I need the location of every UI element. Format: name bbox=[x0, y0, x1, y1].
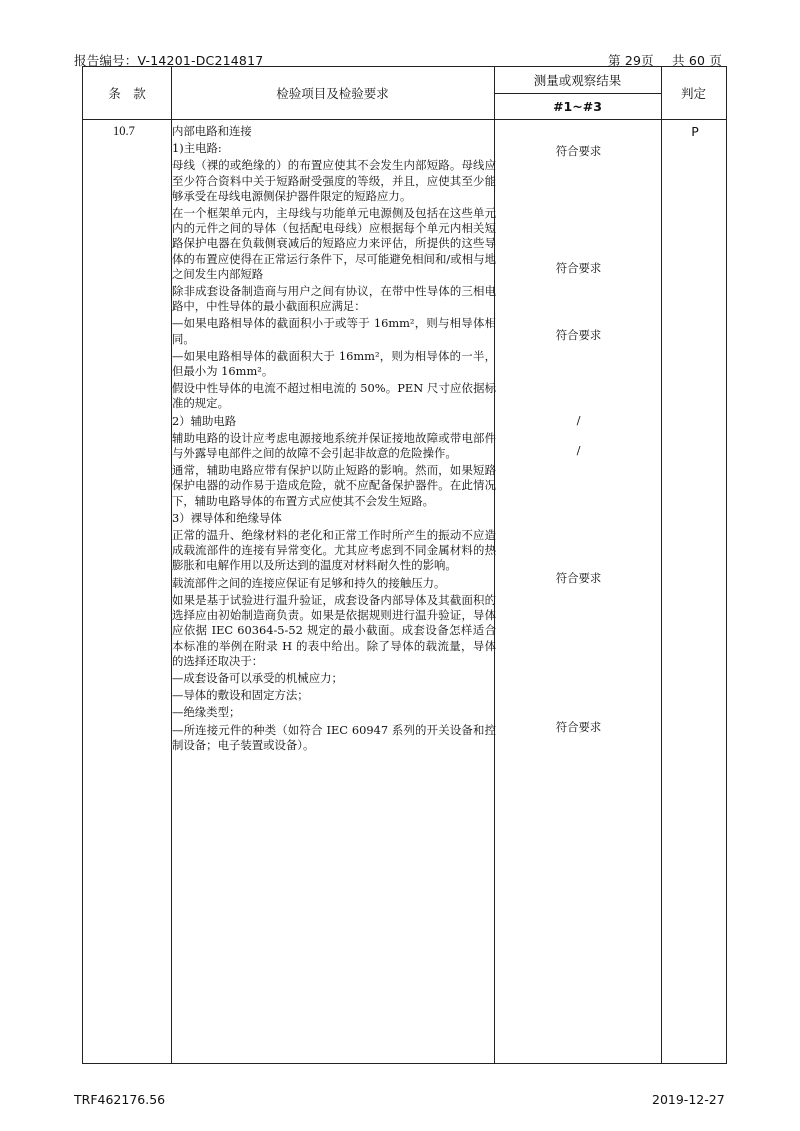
paragraph: —导体的敷设和固定方法； bbox=[172, 688, 309, 703]
paragraph: 正常的温升、绝缘材料的老化和正常工作时所产生的振动不应造成载流部件的连接有异常变化。尤其应考虑到不同金属材料的热膨胀和电解作用以及所达到的温度对材料耐久性的影响。 bbox=[172, 528, 496, 573]
paragraph: 在一个框架单元内，主母线与功能单元电源侧及包括在这些单元内的元件之间的导体（包括配电母线）应根据每个单元内相关短路保护电器在负载侧衰减后的短路应力来评估，所提供的这些导体的布置应使得在正常运行条件下，尽可能避免相间和/或相与地之间发生内部短路 bbox=[172, 206, 496, 281]
divider bbox=[83, 119, 726, 120]
paragraph: 如果是基于试验进行温升验证，成套设备内部导体及其截面积的选择应由初始制造商负责。如果是依据规则进行温升验证，导体应依据 IEC 60364-5-52 规定的最小截面。成套设备怎样适合本标准的举例在附录 H 的表中给出。除了导体的载流量，导体的选择还取决于： bbox=[172, 592, 496, 668]
paragraph: —如果电路相导体的截面积小于或等于 16mm²，则与相导体相同。 bbox=[172, 316, 496, 346]
result-cell: 符合要求 bbox=[555, 144, 602, 158]
paragraph: —绝缘类型； bbox=[172, 705, 241, 720]
result-cell: 符合要求 bbox=[555, 261, 602, 275]
header-result-sub: #1~#3 bbox=[553, 98, 602, 114]
paragraph: 辅助电路的设计应考虑电源接地系统并保证接地故障或带电部件与外露导电部件之间的故障不会引起非故意的危险操作。 bbox=[172, 430, 496, 461]
inspection-table bbox=[82, 66, 727, 1064]
paragraph: —如果电路相导体的截面积大于 16mm²，则为相导体的一半，但最小为 16mm²。 bbox=[172, 348, 496, 379]
result-cell: 符合要求 bbox=[555, 328, 602, 342]
form-number: TRF462176.56 bbox=[74, 1092, 166, 1107]
paragraph: 3）裸导体和绝缘导体 bbox=[172, 510, 282, 525]
header-item: 检验项目及检验要求 bbox=[276, 86, 389, 101]
paragraph: 假设中性导体的电流不超过相电流的 50%。PEN 尺寸应依据标准的规定。 bbox=[172, 381, 496, 411]
paragraph: 母线（裸的或绝缘的）的布置应使其不会发生内部短路。母线应至少符合资料中关于短路耐受强度的等级，并且，应使其至少能够承受在母线电源侧保护器件限定的短路应力。 bbox=[172, 158, 496, 203]
paragraph: 内部电路和连接 bbox=[172, 124, 252, 138]
result-cell: 符合要求 bbox=[555, 571, 602, 585]
result-cell: / bbox=[576, 443, 581, 457]
clause-number: 10.7 bbox=[113, 124, 135, 138]
verdict-cell: P bbox=[691, 124, 699, 139]
paragraph: 2）辅助电路 bbox=[172, 413, 237, 428]
requirement-text bbox=[172, 124, 496, 755]
result-cell: / bbox=[576, 413, 581, 427]
paragraph: 1)主电路: bbox=[172, 141, 222, 156]
header-verdict: 判定 bbox=[680, 86, 706, 101]
page-total: 共 60 页 bbox=[672, 53, 723, 68]
paragraph: 载流部件之间的连接应保证有足够和持久的接触压力。 bbox=[172, 575, 446, 590]
result-cell: 符合要求 bbox=[555, 720, 602, 734]
paragraph: 除非成套设备制造商与用户之间有协议，在带中性导体的三相电路中，中性导体的最小截面积应满足： bbox=[172, 284, 496, 314]
divider bbox=[661, 67, 662, 1063]
header-clause: 条 款 bbox=[108, 86, 146, 101]
paragraph: —成套设备可以承受的机械应力； bbox=[172, 670, 343, 685]
page-number: 第 29页 bbox=[608, 53, 654, 68]
paragraph: 通常，辅助电路应带有保护以防止短路的影响。然而，如果短路保护电器的动作易于造成危险，就不应配备保护器件。在此情况下，辅助电路导体的布置方式应使其不会发生短路。 bbox=[172, 463, 496, 508]
report-date: 2019-12-27 bbox=[652, 1092, 725, 1107]
paragraph: —所连接元件的种类（如符合 IEC 60947 系列的开关设备和控制设备；电子装置或设备）。 bbox=[172, 722, 496, 752]
report-number: 报告编号：V-14201-DC214817 bbox=[74, 53, 264, 68]
header-result: 测量或观察结果 bbox=[533, 73, 622, 88]
